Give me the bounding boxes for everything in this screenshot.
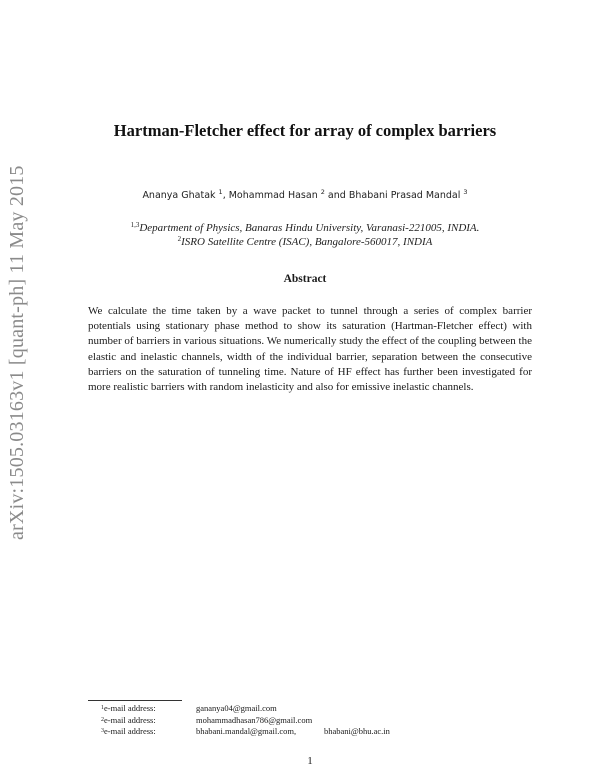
affiliation-mark: 1,3 — [130, 221, 140, 229]
footnote-label: e-mail address: — [104, 703, 156, 713]
paper-title: Hartman-Fletcher effect for array of complex barriers — [113, 121, 497, 140]
footnote-mark: 1 — [101, 705, 104, 711]
author-mark: 2 — [320, 188, 325, 196]
footnote-rule — [88, 700, 182, 701]
abstract-text: We calculate the time taken by a wave packet to tunnel through a series of complex barrier potentials using stationary phase method to show its saturation (Hartman-Fletcher effect) with number of barriers in various situations. We numerically study the effect of the coupling between the elastic and inelastic channels, width of the individual barrier, separation between the consecutive barriers on the saturation of tunneling time. Nature of HF effect has further been investigated for more realistic barriers with random inelasticity and also for emissive inelastic channels. — [88, 305, 532, 394]
footnotes — [88, 703, 390, 738]
affiliation-text: ISRO Satellite Centre (ISAC), Bangalore-560017, INDIA — [181, 236, 433, 248]
affiliation — [60, 221, 550, 234]
footnote-email[interactable]: mohammadhasan786@gmail.com — [196, 714, 313, 725]
footnote-label: e-mail address: — [104, 726, 156, 736]
footnote-label: e-mail address: — [104, 714, 156, 725]
author-list — [60, 188, 550, 201]
arxiv-identifier: arXiv:1505.03163v1 [quant-ph] 11 May 2015 — [6, 165, 28, 540]
footnote-email[interactable]: bhabani.mandal@gmail.com, — [196, 726, 297, 736]
affiliation-mark: 2 — [177, 235, 182, 243]
footnote — [88, 726, 390, 738]
footnote-mark: 3 — [101, 728, 104, 734]
author-name: Ananya Ghatak — [142, 190, 216, 201]
footnote-email-secondary[interactable]: bhabani@bhu.ac.in — [324, 726, 390, 736]
affiliation-text: Department of Physics, Banaras Hindu University, Varanasi-221005, INDIA. — [139, 222, 480, 234]
author-mark: 1 — [218, 188, 223, 196]
author-name: Bhabani Prasad Mandal — [348, 190, 461, 201]
author-separator: , — [222, 190, 229, 201]
footnote-mark: 2 — [101, 716, 104, 723]
page-number: 1 — [307, 755, 313, 767]
author-name: Mohammad Hasan — [228, 190, 318, 201]
footnote — [88, 715, 390, 727]
author-mark: 3 — [463, 188, 468, 196]
affiliation — [60, 235, 550, 248]
author-separator: and — [324, 190, 349, 201]
footnote-email[interactable]: gananya04@gmail.com — [196, 703, 277, 713]
abstract-heading: Abstract — [283, 273, 327, 285]
footnote — [88, 703, 390, 715]
